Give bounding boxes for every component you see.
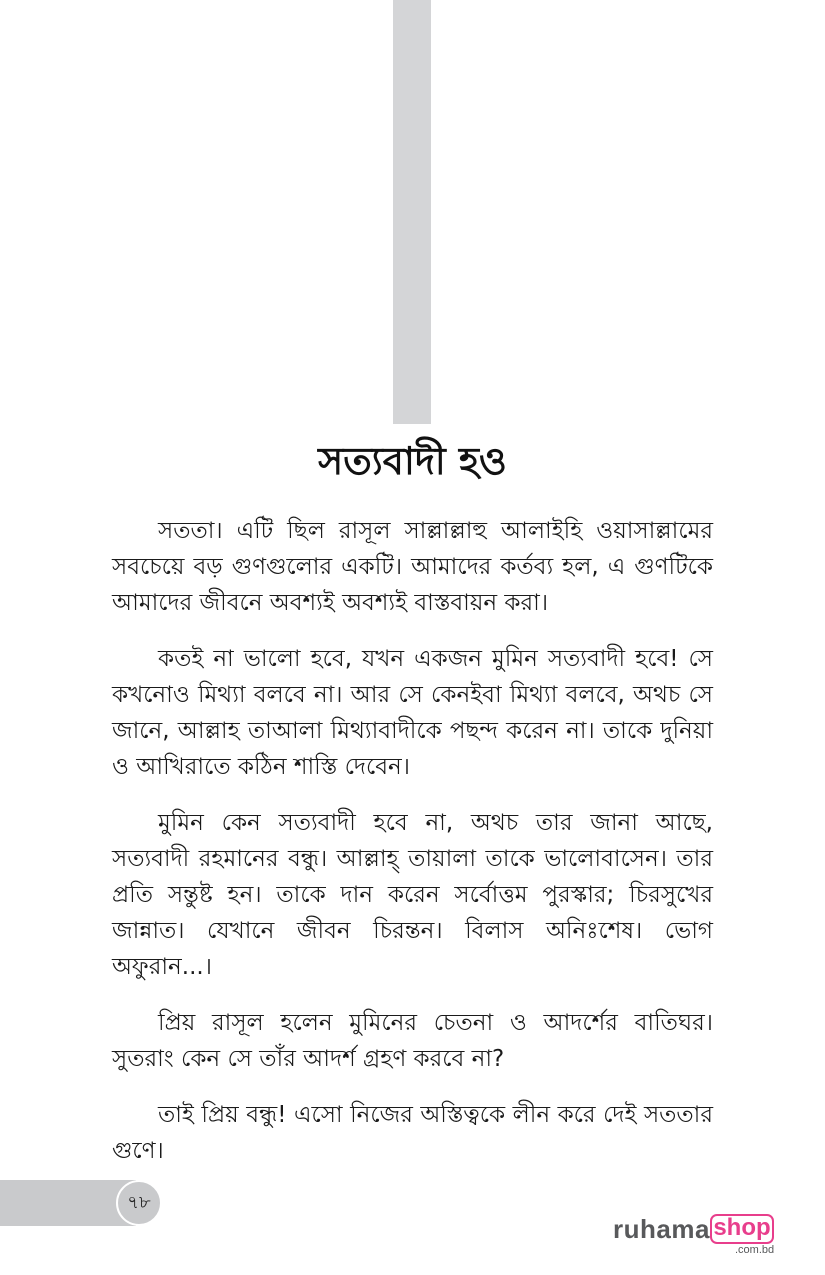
paragraph-4: প্রিয় রাসূল হলেন মুমিনের চেতনা ও আদর্শের বাতিঘর। সুতরাং কেন সে তাঁর আদর্শ গ্রহণ করবে না?: [112, 1010, 713, 1072]
chapter-body: [112, 513, 713, 1189]
chapter-title: সত্যবাদী হও: [318, 439, 507, 483]
paragraph-2: কতই না ভালো হবে, যখন একজন মুমিন সত্যবাদী হবে! সে কখনোও মিথ্যা বলবে না। আর সে কেনইবা মিথ্যা বলবে, অথচ সে জানে, আল্লাহ তাআলা মিথ্যাবাদীকে পছন্দ করেন না। তাকে দুনিয়া ও আখিরাতে কঠিন শাস্তি দেবেন।: [112, 646, 713, 780]
logo-shop-text: shop: [713, 1214, 771, 1241]
paragraph-3: মুমিন কেন সত্যবাদী হবে না, অথচ তার জানা আছে, সত্যবাদী রহমানের বন্ধু। আল্লাহ্ তায়ালা তাকে ভালোবাসেন। তার প্রতি সন্তুষ্ট হন। তাকে দান করেন সর্বোত্তম পুরস্কার; চিরসুখের জান্নাত। যেখানে জীবন চিরন্তন। বিলাস অনিঃশেষ। ভোগ অফুরান...।: [112, 810, 713, 980]
ruhamashop-logo: [613, 1210, 783, 1256]
logo-brand-text: ruhama: [613, 1214, 710, 1244]
decorative-top-bar: [393, 0, 431, 424]
paragraph-1: সততা। এটি ছিল রাসূল সাল্লাল্লাহু আলাইহি ওয়াসাল্লামের সবচেয়ে বড় গুণগুলোর একটি। আমাদের কর্তব্য হল, এ গুণটিকে আমাদের জীবনে অবশ্যই অবশ্যই বাস্তবায়ন করা।: [112, 518, 713, 616]
logo-domain-text: .com.bd: [735, 1244, 775, 1256]
paragraph-5: তাই প্রিয় বন্ধু! এসো নিজের অস্তিত্বকে লীন করে দেই সততার গুণে।: [112, 1102, 713, 1164]
page-number: ৭৮: [127, 1192, 151, 1213]
logo-shop-box: [710, 1214, 774, 1244]
